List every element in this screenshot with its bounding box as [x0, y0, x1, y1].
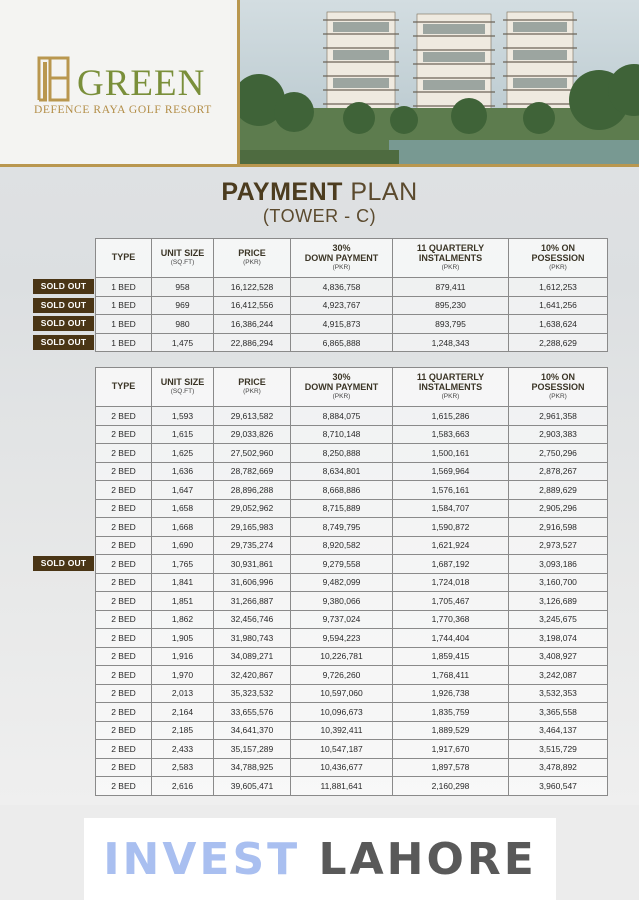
tower-photo: [239, 0, 639, 165]
table-row: [96, 555, 608, 574]
cell-type: 2 BED: [96, 629, 152, 648]
cell-down-payment: 9,380,066: [291, 592, 393, 611]
cell-down-payment: 8,634,801: [291, 462, 393, 481]
cell-price: 34,788,925: [214, 758, 291, 777]
cell-down-payment: 10,547,187: [291, 740, 393, 759]
cell-price: 31,606,996: [214, 573, 291, 592]
cell-instalment: 893,795: [393, 315, 509, 334]
sold-out-badge: SOLD OUT: [33, 316, 94, 331]
cell-down-payment: 9,594,223: [291, 629, 393, 648]
cell-down-payment: 9,726,260: [291, 666, 393, 685]
cell-down-payment: 8,710,148: [291, 425, 393, 444]
table-row: [96, 703, 608, 722]
cell-possession: 3,464,137: [509, 721, 608, 740]
cell-possession: 3,093,186: [509, 555, 608, 574]
table-row: [96, 666, 608, 685]
cell-price: 29,613,582: [214, 407, 291, 426]
cell-possession: 3,198,074: [509, 629, 608, 648]
cell-unit-size: 2,164: [152, 703, 214, 722]
cell-unit-size: 1,668: [152, 518, 214, 537]
payment-table-1bed: [95, 238, 608, 352]
cell-instalment: 1,576,161: [393, 481, 509, 500]
cell-down-payment: 4,923,767: [291, 296, 393, 315]
table-row: [96, 481, 608, 500]
cell-instalment: 879,411: [393, 278, 509, 297]
cell-price: 30,931,861: [214, 555, 291, 574]
cell-type: 2 BED: [96, 703, 152, 722]
cell-unit-size: 958: [152, 278, 214, 297]
cell-unit-size: 1,636: [152, 462, 214, 481]
table-row: [96, 278, 608, 297]
cell-instalment: 1,687,192: [393, 555, 509, 574]
cell-type: 1 BED: [96, 296, 152, 315]
cell-unit-size: 1,841: [152, 573, 214, 592]
header-price: PRICE (PKR): [214, 368, 291, 407]
cell-price: 31,980,743: [214, 629, 291, 648]
cell-type: 2 BED: [96, 721, 152, 740]
cell-unit-size: 1,905: [152, 629, 214, 648]
cell-down-payment: 4,915,873: [291, 315, 393, 334]
cell-type: 2 BED: [96, 740, 152, 759]
cell-down-payment: 10,096,673: [291, 703, 393, 722]
title-bold: PAYMENT: [221, 178, 343, 206]
table-row: [96, 296, 608, 315]
cell-down-payment: 8,715,889: [291, 499, 393, 518]
cell-possession: 3,242,087: [509, 666, 608, 685]
header-unit-size: UNIT SIZE (SQ.FT): [152, 239, 214, 278]
cell-instalment: 1,621,924: [393, 536, 509, 555]
cell-type: 2 BED: [96, 555, 152, 574]
cell-unit-size: 1,916: [152, 647, 214, 666]
cell-instalment: 1,724,018: [393, 573, 509, 592]
cell-type: 1 BED: [96, 333, 152, 352]
table-row: [96, 758, 608, 777]
cell-unit-size: 1,690: [152, 536, 214, 555]
cell-possession: 1,638,624: [509, 315, 608, 334]
header-banner: [0, 0, 639, 168]
cell-type: 2 BED: [96, 425, 152, 444]
cell-instalment: 1,889,529: [393, 721, 509, 740]
cell-instalment: 1,768,411: [393, 666, 509, 685]
cell-possession: 3,960,547: [509, 777, 608, 796]
header-instalments: 11 QUARTERLY INSTALMENTS (PKR): [393, 368, 509, 407]
cell-instalment: 1,705,467: [393, 592, 509, 611]
cell-type: 2 BED: [96, 610, 152, 629]
cell-unit-size: 1,851: [152, 592, 214, 611]
cell-instalment: 2,160,298: [393, 777, 509, 796]
logo-wordmark: GREEN: [77, 63, 206, 104]
cell-price: 16,122,528: [214, 278, 291, 297]
cell-price: 32,456,746: [214, 610, 291, 629]
cell-type: 2 BED: [96, 592, 152, 611]
cell-instalment: 1,917,670: [393, 740, 509, 759]
brand-logo-icon: [33, 52, 73, 102]
cell-price: 35,323,532: [214, 684, 291, 703]
footer-brand-text: INVEST LAHORE: [103, 834, 537, 885]
table-row: [96, 518, 608, 537]
cell-unit-size: 2,583: [152, 758, 214, 777]
table-header-row: [96, 368, 608, 407]
table-row: [96, 315, 608, 334]
cell-price: 22,886,294: [214, 333, 291, 352]
table-row: [96, 462, 608, 481]
sold-out-badge: SOLD OUT: [33, 298, 94, 313]
cell-unit-size: 1,970: [152, 666, 214, 685]
table-row: [96, 444, 608, 463]
cell-instalment: 1,584,707: [393, 499, 509, 518]
cell-down-payment: 9,279,558: [291, 555, 393, 574]
cell-type: 2 BED: [96, 536, 152, 555]
cell-instalment: 1,926,738: [393, 684, 509, 703]
cell-price: 39,605,471: [214, 777, 291, 796]
cell-possession: 3,532,353: [509, 684, 608, 703]
cell-instalment: 1,590,872: [393, 518, 509, 537]
sold-out-badge: SOLD OUT: [33, 279, 94, 294]
cell-unit-size: 1,647: [152, 481, 214, 500]
cell-possession: 3,365,558: [509, 703, 608, 722]
cell-instalment: 1,500,161: [393, 444, 509, 463]
cell-price: 27,502,960: [214, 444, 291, 463]
cell-possession: 3,126,689: [509, 592, 608, 611]
cell-instalment: 1,248,343: [393, 333, 509, 352]
cell-type: 2 BED: [96, 647, 152, 666]
cell-possession: 3,478,892: [509, 758, 608, 777]
cell-price: 16,386,244: [214, 315, 291, 334]
header-down-payment: 30% DOWN PAYMENT (PKR): [291, 239, 393, 278]
cell-price: 31,266,887: [214, 592, 291, 611]
cell-price: 29,033,826: [214, 425, 291, 444]
gold-divider-horizontal: [0, 164, 639, 167]
title-light: PLAN: [342, 178, 418, 206]
cell-possession: 2,903,383: [509, 425, 608, 444]
cell-possession: 2,889,629: [509, 481, 608, 500]
table-row: [96, 407, 608, 426]
cell-possession: 2,905,296: [509, 499, 608, 518]
table-row: [96, 684, 608, 703]
cell-instalment: 1,897,578: [393, 758, 509, 777]
cell-price: 28,896,288: [214, 481, 291, 500]
cell-instalment: 1,770,368: [393, 610, 509, 629]
table-row: [96, 740, 608, 759]
table-row: [96, 499, 608, 518]
cell-price: 28,782,669: [214, 462, 291, 481]
cell-unit-size: 2,013: [152, 684, 214, 703]
payment-table-2bed: [95, 367, 608, 796]
header-possession: 10% ON POSESSION (PKR): [509, 239, 608, 278]
cell-down-payment: 8,920,582: [291, 536, 393, 555]
cell-unit-size: 1,475: [152, 333, 214, 352]
cell-type: 2 BED: [96, 407, 152, 426]
cell-possession: 1,612,253: [509, 278, 608, 297]
cell-instalment: 1,569,964: [393, 462, 509, 481]
cell-instalment: 1,835,759: [393, 703, 509, 722]
sold-out-badge: SOLD OUT: [33, 335, 94, 350]
cell-possession: 3,408,927: [509, 647, 608, 666]
cell-unit-size: 980: [152, 315, 214, 334]
cell-unit-size: 2,616: [152, 777, 214, 796]
table-row: [96, 610, 608, 629]
cell-possession: 3,245,675: [509, 610, 608, 629]
header-possession: 10% ON POSESSION (PKR): [509, 368, 608, 407]
cell-unit-size: 1,658: [152, 499, 214, 518]
cell-price: 29,735,274: [214, 536, 291, 555]
cell-type: 2 BED: [96, 518, 152, 537]
cell-down-payment: 10,392,411: [291, 721, 393, 740]
cell-down-payment: 10,226,781: [291, 647, 393, 666]
table-row: [96, 721, 608, 740]
cell-possession: 3,160,700: [509, 573, 608, 592]
cell-price: 34,641,370: [214, 721, 291, 740]
cell-type: 2 BED: [96, 758, 152, 777]
cell-possession: 2,961,358: [509, 407, 608, 426]
cell-instalment: 1,583,663: [393, 425, 509, 444]
table-row: [96, 425, 608, 444]
cell-unit-size: 1,862: [152, 610, 214, 629]
cell-down-payment: 8,668,886: [291, 481, 393, 500]
cell-type: 2 BED: [96, 777, 152, 796]
cell-possession: 1,641,256: [509, 296, 608, 315]
gold-divider-vertical: [237, 0, 240, 165]
cell-possession: 2,750,296: [509, 444, 608, 463]
cell-down-payment: 6,865,888: [291, 333, 393, 352]
cell-unit-size: 1,765: [152, 555, 214, 574]
cell-possession: 2,288,629: [509, 333, 608, 352]
cell-down-payment: 11,881,641: [291, 777, 393, 796]
cell-instalment: 1,859,415: [393, 647, 509, 666]
cell-instalment: 1,615,286: [393, 407, 509, 426]
cell-down-payment: 9,482,099: [291, 573, 393, 592]
header-type: TYPE: [96, 368, 152, 407]
cell-instalment: 1,744,404: [393, 629, 509, 648]
cell-down-payment: 10,597,060: [291, 684, 393, 703]
footer: [0, 805, 639, 900]
table-row: [96, 629, 608, 648]
header-instalments: 11 QUARTERLY INSTALMENTS (PKR): [393, 239, 509, 278]
cell-price: 35,157,289: [214, 740, 291, 759]
cell-down-payment: 8,884,075: [291, 407, 393, 426]
header-unit-size: UNIT SIZE (SQ.FT): [152, 368, 214, 407]
header-type: TYPE: [96, 239, 152, 278]
table-row: [96, 592, 608, 611]
cell-possession: 2,973,527: [509, 536, 608, 555]
cell-down-payment: 10,436,677: [291, 758, 393, 777]
cell-possession: 3,515,729: [509, 740, 608, 759]
logo-tagline: DEFENCE RAYA GOLF RESORT: [34, 104, 212, 116]
cell-price: 33,655,576: [214, 703, 291, 722]
cell-type: 1 BED: [96, 278, 152, 297]
table-row: [96, 536, 608, 555]
cell-unit-size: 1,625: [152, 444, 214, 463]
header-down-payment: 30% DOWN PAYMENT (PKR): [291, 368, 393, 407]
table-row: [96, 333, 608, 352]
table-row: [96, 777, 608, 796]
table-row: [96, 647, 608, 666]
cell-price: 16,412,556: [214, 296, 291, 315]
cell-type: 1 BED: [96, 315, 152, 334]
cell-type: 2 BED: [96, 444, 152, 463]
cell-type: 2 BED: [96, 481, 152, 500]
cell-type: 2 BED: [96, 499, 152, 518]
cell-down-payment: 8,749,795: [291, 518, 393, 537]
cell-type: 2 BED: [96, 462, 152, 481]
tower-illustration: [239, 0, 639, 165]
cell-unit-size: 969: [152, 296, 214, 315]
cell-down-payment: 4,836,758: [291, 278, 393, 297]
cell-price: 34,089,271: [214, 647, 291, 666]
table-row: [96, 573, 608, 592]
cell-unit-size: 2,433: [152, 740, 214, 759]
cell-type: 2 BED: [96, 684, 152, 703]
logo-panel: [0, 0, 240, 165]
cell-down-payment: 9,737,024: [291, 610, 393, 629]
footer-watermark-box: [84, 818, 556, 900]
cell-type: 2 BED: [96, 666, 152, 685]
table-header-row: [96, 239, 608, 278]
sold-out-badge: SOLD OUT: [33, 556, 94, 571]
page-title: [0, 178, 639, 207]
cell-price: 32,420,867: [214, 666, 291, 685]
cell-price: 29,052,962: [214, 499, 291, 518]
cell-unit-size: 1,593: [152, 407, 214, 426]
cell-possession: 2,916,598: [509, 518, 608, 537]
cell-unit-size: 2,185: [152, 721, 214, 740]
header-price: PRICE (PKR): [214, 239, 291, 278]
page-subtitle: (TOWER - C): [262, 206, 377, 226]
cell-unit-size: 1,615: [152, 425, 214, 444]
cell-price: 29,165,983: [214, 518, 291, 537]
cell-type: 2 BED: [96, 573, 152, 592]
cell-down-payment: 8,250,888: [291, 444, 393, 463]
cell-instalment: 895,230: [393, 296, 509, 315]
cell-possession: 2,878,267: [509, 462, 608, 481]
